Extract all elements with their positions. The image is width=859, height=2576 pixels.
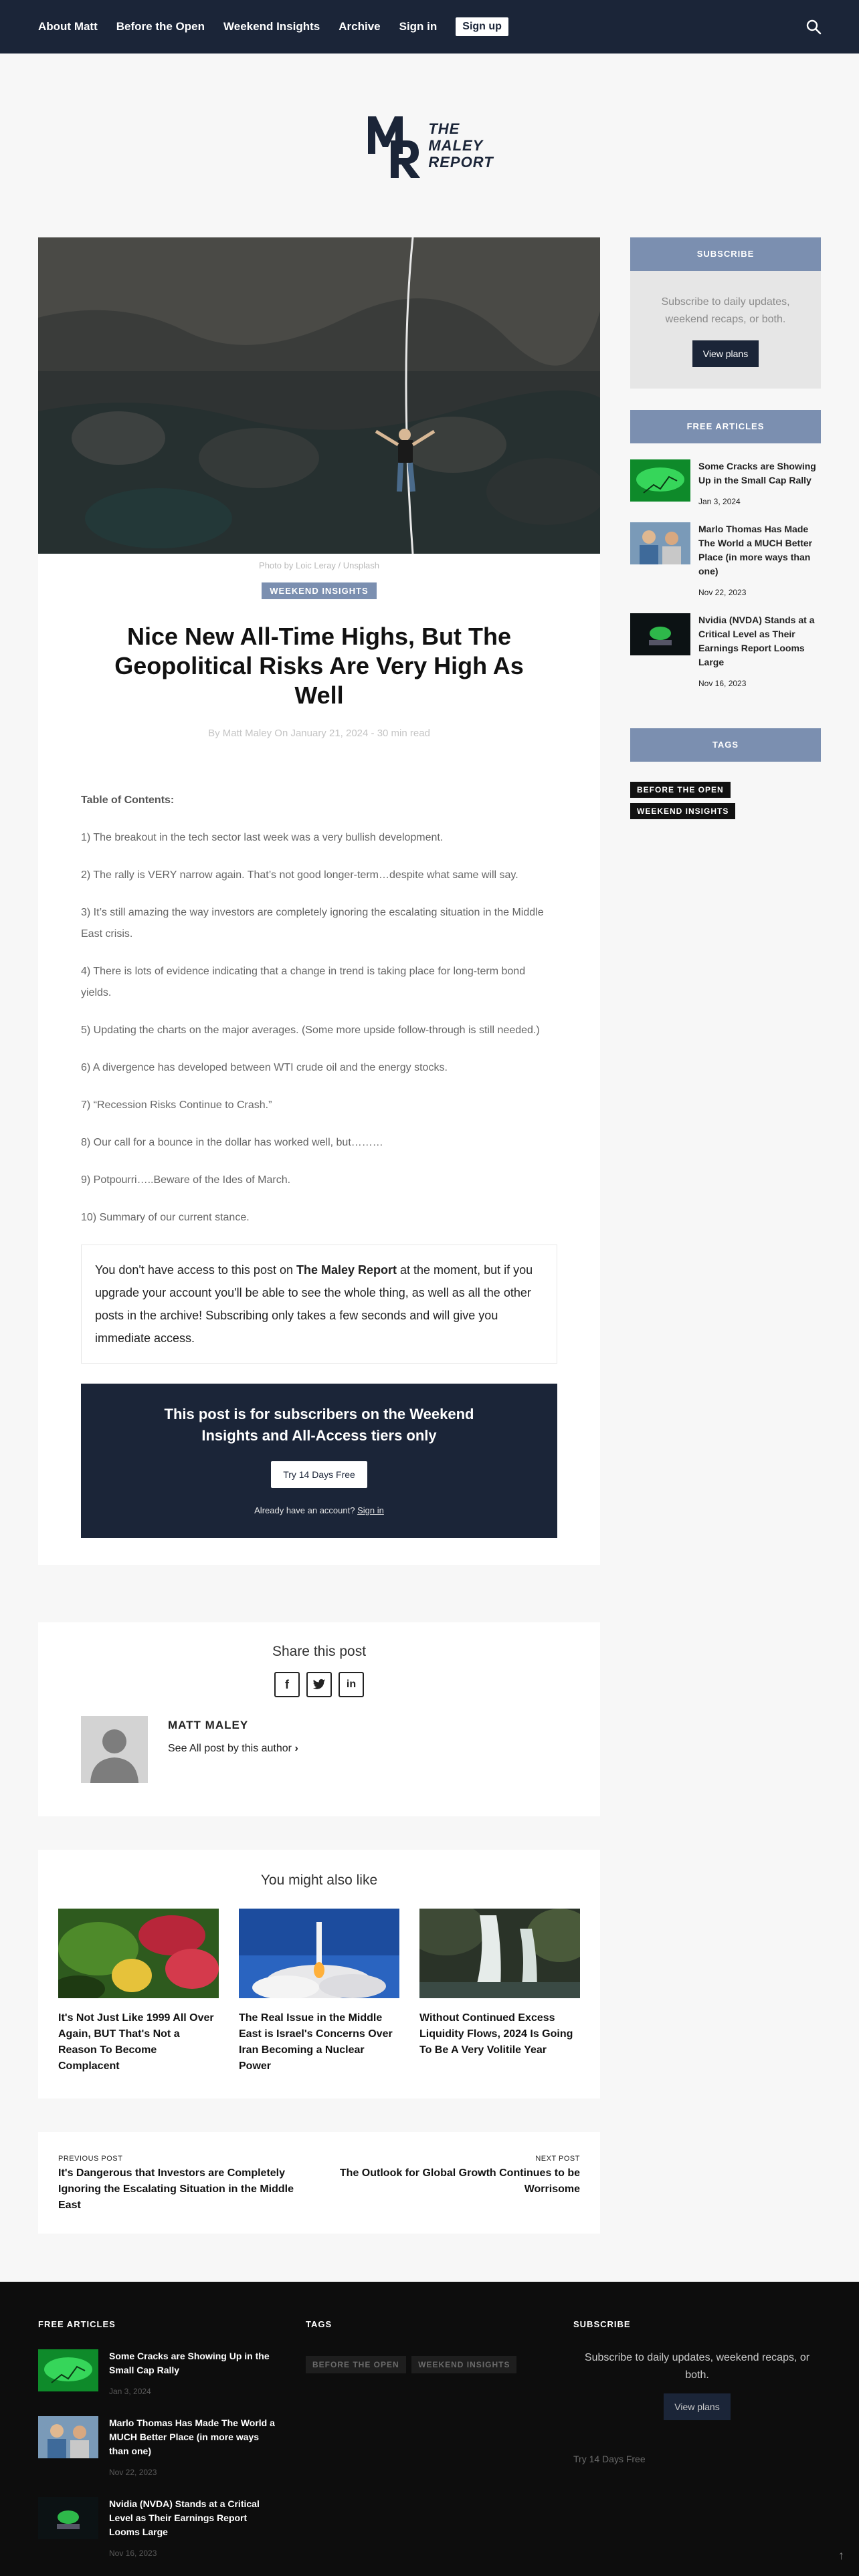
- paywall-text-post: at the moment, but if you upgrade your account you'll be able to see the whole thing, as well as all the other posts in the archive! Subscribing only takes a few seconds and will give you immediate access.: [95, 1263, 533, 1345]
- author-posts-link[interactable]: [168, 1743, 298, 1755]
- related-title: You might also like: [260, 1872, 378, 1888]
- free-item-title: Marlo Thomas Has Made The World a MUCH Better Place (in more ways than one): [698, 524, 813, 576]
- sidebar-subscribe-box: [630, 271, 821, 389]
- logo-line-the: THE: [428, 120, 460, 137]
- related-item[interactable]: [239, 1909, 399, 2074]
- related-item[interactable]: [419, 1909, 580, 2074]
- logo-line-report: REPORT: [428, 154, 494, 171]
- share-title: Share this post: [272, 1644, 367, 1659]
- related-item-title: The Real Issue in the Middle East is Israel's Concerns Over Iran Becoming a Nuclear Power: [239, 2012, 393, 2072]
- nav-weekend-insights[interactable]: Weekend Insights: [223, 20, 320, 33]
- sidebar-free-item[interactable]: [630, 522, 821, 597]
- toc-item: 10) Summary of our current stance.: [81, 1212, 250, 1223]
- previous-post-title: It's Dangerous that Investors are Completely Ignoring the Escalating Situation in the Middle East: [58, 2167, 294, 2211]
- tag-weekend-insights[interactable]: WEEKEND INSIGHTS: [630, 803, 735, 819]
- footer-try-free-link[interactable]: Try 14 Days Free: [573, 2454, 646, 2464]
- footer-item-title: Some Cracks are Showing Up in the Small Cap Rally: [109, 2351, 270, 2375]
- logo-area: [0, 53, 859, 237]
- avatar[interactable]: [81, 1716, 148, 1783]
- footer-free-heading: FREE ARTICLES: [38, 2319, 116, 2329]
- toc-item: 9) Potpourri…..Beware of the Ides of March.: [81, 1174, 291, 1186]
- photo-credit: Photo by Loic Leray / Unsplash: [259, 560, 379, 570]
- free-item-title: Nvidia (NVDA) Stands at a Critical Level as Their Earnings Report Looms Large: [698, 615, 815, 667]
- paywall-site-name: The Maley Report: [296, 1263, 397, 1277]
- toc-item: 7) “Recession Risks Continue to Crash.”: [81, 1099, 272, 1111]
- free-item-title: Some Cracks are Showing Up in the Small Cap Rally: [698, 461, 816, 486]
- article-body: [81, 790, 557, 1228]
- author-info: [168, 1719, 298, 1783]
- sidebar-tag-list: [630, 782, 821, 825]
- footer-item-title: Nvidia (NVDA) Stands at a Critical Level as Their Earnings Report Looms Large: [109, 2498, 260, 2537]
- free-thumb-green-chart: [630, 459, 690, 502]
- article-title: Nice New All-Time Highs, But The Geopolitical Risks Are Very High As Well: [114, 623, 524, 709]
- footer-item-date: Nov 16, 2023: [109, 2549, 157, 2558]
- try-free-button[interactable]: Try 14 Days Free: [271, 1461, 367, 1488]
- nav-before-the-open[interactable]: Before the Open: [116, 20, 205, 33]
- site-logo[interactable]: [365, 112, 493, 179]
- footer-tag-list: [306, 2356, 519, 2373]
- sidebar-free-item[interactable]: [630, 613, 821, 688]
- facebook-icon[interactable]: f: [274, 1672, 300, 1697]
- paywall-notice: [81, 1245, 557, 1364]
- chevron-right-icon: ›: [294, 1743, 298, 1754]
- free-thumb-photo-people: [630, 522, 690, 564]
- toc-heading: Table of Contents:: [81, 794, 175, 806]
- footer-item-date: Nov 22, 2023: [109, 2468, 157, 2477]
- related-posts: [38, 1850, 600, 2099]
- cta-signin-line: [108, 1505, 531, 1515]
- logo-line-maley: MALEY: [428, 137, 484, 154]
- sidebar-tags-heading: TAGS: [630, 728, 821, 762]
- search-icon[interactable]: [805, 19, 822, 35]
- sidebar-free-list: [630, 459, 821, 688]
- free-thumb-nvidia-chip: [630, 613, 690, 655]
- free-item-date: Nov 22, 2023: [698, 588, 747, 597]
- footer-free-articles: [38, 2319, 279, 2558]
- toc-item: 5) Updating the charts on the major averages. (Some more upside follow-through is still needed.): [81, 1025, 540, 1036]
- top-nav: [0, 0, 859, 53]
- person-silhouette-icon: [81, 1716, 148, 1783]
- mr-monogram-icon: [365, 112, 421, 179]
- linkedin-icon[interactable]: in: [339, 1672, 364, 1697]
- footer-item-date: Jan 3, 2024: [109, 2387, 151, 2396]
- paywall-text-pre: You don't have access to this post on: [95, 1263, 296, 1277]
- next-post-link[interactable]: [326, 2155, 580, 2214]
- sidebar-free-item[interactable]: [630, 459, 821, 506]
- back-to-top-icon[interactable]: ↑: [838, 2549, 844, 2562]
- cta-sign-in-link[interactable]: Sign in: [357, 1505, 384, 1515]
- nav-about-matt[interactable]: About Matt: [38, 20, 98, 33]
- free-item-date: Jan 3, 2024: [698, 497, 741, 506]
- next-post-label: NEXT POST: [535, 2155, 580, 2163]
- hero-image: [38, 237, 600, 554]
- footer: [0, 2282, 859, 2576]
- view-plans-button[interactable]: View plans: [692, 340, 759, 367]
- related-item-title: It's Not Just Like 1999 All Over Again, BUT That's Not a Reason To Become Complacent: [58, 2012, 214, 2072]
- toc-item: 2) The rally is VERY narrow again. That’s not good longer-term…despite what same will say.: [81, 869, 518, 881]
- next-post-title: The Outlook for Global Growth Continues to be Worrisome: [339, 2167, 580, 2195]
- footer-article-item[interactable]: [38, 2416, 279, 2477]
- toc-item: 3) It’s still amazing the way investors are completely ignoring the escalating situation in the Middle East crisis.: [81, 907, 544, 940]
- toc-item: 4) There is lots of evidence indicating that a change in trend is taking place for long-term bond yields.: [81, 966, 526, 998]
- footer-subscribe-heading: SUBSCRIBE: [573, 2319, 631, 2329]
- tag-before-the-open[interactable]: BEFORE THE OPEN: [630, 782, 731, 798]
- cta-title: This post is for subscribers on the Weekend Insights and All-Access tiers only: [164, 1406, 474, 1444]
- logo-wordmark: [428, 120, 493, 171]
- footer-tags: [306, 2319, 519, 2373]
- author-posts-link-label: See All post by this author: [168, 1743, 292, 1754]
- author-box: [81, 1716, 557, 1783]
- footer-tag-weekend-insights[interactable]: WEEKEND INSIGHTS: [411, 2356, 516, 2373]
- footer-view-plans-wrap: [573, 2393, 821, 2420]
- toc-item: 1) The breakout in the tech sector last week was a very bullish development.: [81, 832, 444, 843]
- share-icons: [81, 1672, 557, 1697]
- sidebar-subscribe-text: Subscribe to daily updates, weekend recaps, or both.: [661, 296, 790, 325]
- previous-post-label: PREVIOUS POST: [58, 2155, 123, 2163]
- toc-item: 6) A divergence has developed between WTI crude oil and the energy stocks.: [81, 1062, 448, 1073]
- related-image-flowers: [58, 1909, 219, 1998]
- related-grid: [58, 1909, 580, 2074]
- footer-tags-heading: TAGS: [306, 2319, 332, 2329]
- sidebar-subscribe-heading: SUBSCRIBE: [630, 237, 821, 271]
- footer-thumb-green-chart: [38, 2349, 98, 2391]
- footer-thumb-nvidia-chip: [38, 2497, 98, 2539]
- subscriber-cta: [81, 1384, 557, 1538]
- footer-tag-before-the-open[interactable]: BEFORE THE OPEN: [306, 2356, 406, 2373]
- footer-subscribe-text: Subscribe to daily updates, weekend recaps, or both.: [584, 2352, 810, 2381]
- footer-subscribe: [573, 2319, 821, 2464]
- prev-next-nav: [38, 2132, 600, 2234]
- footer-article-item[interactable]: [38, 2349, 279, 2396]
- cta-already-text: Already have an account?: [254, 1505, 355, 1515]
- main-column: [38, 237, 600, 2234]
- category-tag[interactable]: WEEKEND INSIGHTS: [262, 582, 376, 599]
- nav-archive[interactable]: Archive: [339, 20, 381, 33]
- related-image-rocket: [239, 1909, 399, 1998]
- nav-sign-in[interactable]: Sign in: [399, 20, 438, 33]
- share-card: [38, 1622, 600, 1816]
- category-wrap: [38, 582, 600, 599]
- sign-up-button[interactable]: Sign up: [456, 17, 508, 36]
- author-name: MATT MALEY: [168, 1719, 249, 1731]
- related-item-title: Without Continued Excess Liquidity Flows, 2024 Is Going To Be A Very Volitile Year: [419, 2012, 573, 2056]
- sidebar: [630, 237, 821, 825]
- footer-view-plans-button[interactable]: View plans: [664, 2393, 730, 2420]
- related-image-waterfall: [419, 1909, 580, 1998]
- byline: By Matt Maley On January 21, 2024 - 30 min read: [208, 728, 430, 739]
- footer-item-title: Marlo Thomas Has Made The World a MUCH Better Place (in more ways than one): [109, 2418, 275, 2456]
- free-item-date: Nov 16, 2023: [698, 679, 747, 688]
- related-item[interactable]: [58, 1909, 219, 2074]
- sidebar-free-articles-heading: FREE ARTICLES: [630, 410, 821, 443]
- toc-item: 8) Our call for a bounce in the dollar has worked well, but………: [81, 1137, 383, 1148]
- previous-post-link[interactable]: [58, 2155, 312, 2214]
- twitter-icon[interactable]: [306, 1672, 332, 1697]
- footer-article-item[interactable]: [38, 2497, 279, 2558]
- footer-thumb-photo-people: [38, 2416, 98, 2458]
- article-card: [38, 237, 600, 1565]
